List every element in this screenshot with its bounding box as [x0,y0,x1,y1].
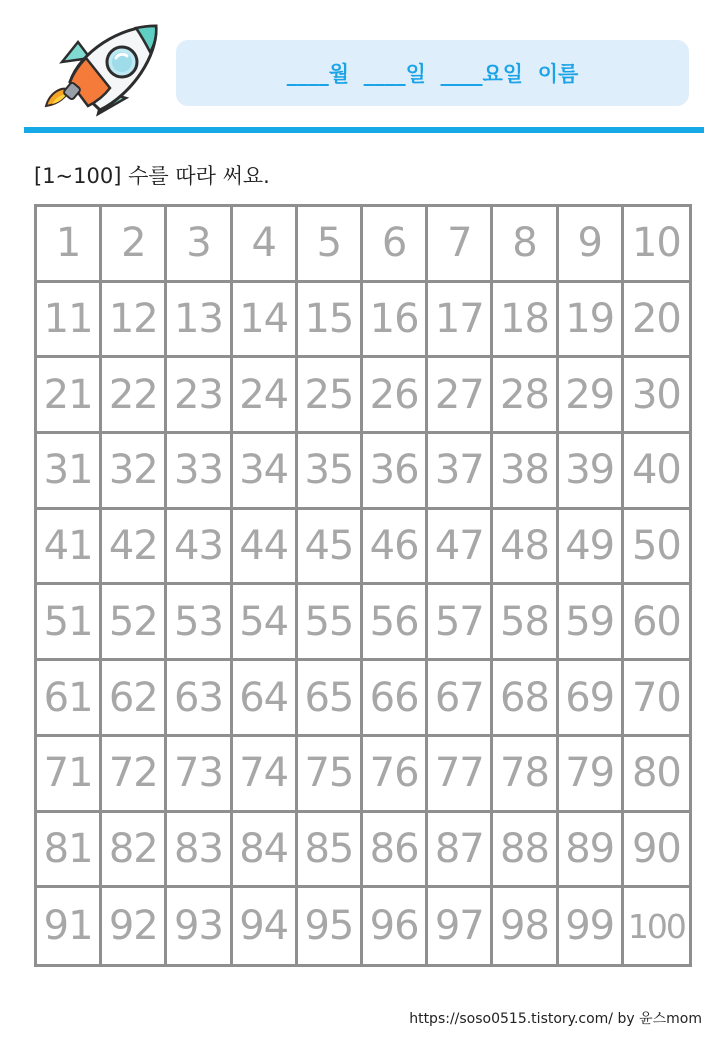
footer-credit: https://soso0515.tistory.com/ by 윤스mom [409,1011,702,1027]
number-cell[interactable]: 36 [363,434,428,510]
number-cell[interactable]: 56 [363,585,428,661]
number-cell[interactable]: 13 [167,283,232,359]
number-cell[interactable]: 93 [167,888,232,964]
number-cell[interactable]: 4 [233,207,298,283]
number-cell[interactable]: 9 [559,207,624,283]
number-cell[interactable]: 49 [559,510,624,586]
number-cell[interactable]: 88 [493,813,558,889]
number-cell[interactable]: 57 [428,585,493,661]
number-cell[interactable]: 21 [37,358,102,434]
number-cell[interactable]: 58 [493,585,558,661]
number-cell[interactable]: 100 [627,906,685,946]
number-cell[interactable]: 29 [559,358,624,434]
number-cell[interactable]: 34 [233,434,298,510]
number-cell[interactable]: 84 [233,813,298,889]
number-cell[interactable]: 51 [37,585,102,661]
number-cell[interactable]: 22 [102,358,167,434]
number-cell[interactable]: 87 [428,813,493,889]
number-cell[interactable]: 86 [363,813,428,889]
number-cell[interactable]: 70 [624,661,689,737]
number-cell[interactable]: 96 [363,888,428,964]
date-name-field-label: ____월 ____일 ____요일 이름 [286,62,579,86]
number-cell[interactable]: 47 [428,510,493,586]
number-cell[interactable]: 25 [298,358,363,434]
number-cell[interactable]: 18 [493,283,558,359]
number-cell[interactable]: 98 [493,888,558,964]
number-cell[interactable]: 52 [102,585,167,661]
date-name-field-box[interactable] [176,40,689,106]
number-cell[interactable]: 63 [167,661,232,737]
number-cell[interactable]: 12 [102,283,167,359]
number-cell[interactable]: 30 [624,358,689,434]
number-cell[interactable]: 89 [559,813,624,889]
number-cell[interactable]: 75 [298,737,363,813]
number-cell[interactable]: 78 [493,737,558,813]
number-cell[interactable]: 43 [167,510,232,586]
rocket-icon [40,22,164,122]
number-cell[interactable]: 59 [559,585,624,661]
number-cell[interactable]: 8 [493,207,558,283]
number-cell[interactable]: 45 [298,510,363,586]
number-cell[interactable]: 19 [559,283,624,359]
number-cell[interactable]: 66 [363,661,428,737]
number-cell[interactable]: 90 [624,813,689,889]
number-cell[interactable]: 91 [37,888,102,964]
number-cell[interactable]: 72 [102,737,167,813]
number-cell[interactable]: 62 [102,661,167,737]
number-cell[interactable]: 3 [167,207,232,283]
number-cell[interactable]: 77 [428,737,493,813]
number-cell[interactable]: 15 [298,283,363,359]
number-cell[interactable]: 10 [624,207,689,283]
number-cell[interactable]: 79 [559,737,624,813]
number-cell[interactable]: 35 [298,434,363,510]
number-grid [34,204,692,967]
number-cell[interactable]: 73 [167,737,232,813]
number-cell[interactable]: 1 [37,207,102,283]
number-cell[interactable]: 7 [428,207,493,283]
number-cell[interactable]: 83 [167,813,232,889]
number-cell[interactable]: 40 [624,434,689,510]
number-cell[interactable]: 99 [559,888,624,964]
number-cell[interactable]: 20 [624,283,689,359]
number-cell[interactable]: 64 [233,661,298,737]
number-cell[interactable]: 80 [624,737,689,813]
number-cell[interactable]: 38 [493,434,558,510]
number-cell[interactable]: 97 [428,888,493,964]
number-cell[interactable]: 16 [363,283,428,359]
number-cell[interactable]: 92 [102,888,167,964]
number-cell[interactable]: 71 [37,737,102,813]
number-cell[interactable]: 69 [559,661,624,737]
number-cell[interactable]: 11 [37,283,102,359]
number-cell[interactable]: 48 [493,510,558,586]
number-cell[interactable]: 81 [37,813,102,889]
number-cell[interactable]: 6 [363,207,428,283]
number-cell[interactable]: 53 [167,585,232,661]
number-cell[interactable]: 24 [233,358,298,434]
number-cell[interactable]: 67 [428,661,493,737]
number-cell[interactable]: 65 [298,661,363,737]
number-cell[interactable]: 55 [298,585,363,661]
number-cell[interactable]: 41 [37,510,102,586]
number-cell[interactable]: 76 [363,737,428,813]
number-cell[interactable]: 27 [428,358,493,434]
number-cell[interactable]: 28 [493,358,558,434]
number-cell[interactable]: 26 [363,358,428,434]
number-cell[interactable]: 31 [37,434,102,510]
number-cell[interactable]: 82 [102,813,167,889]
number-cell[interactable]: 95 [298,888,363,964]
header-divider [24,127,704,133]
number-cell[interactable]: 54 [233,585,298,661]
number-cell[interactable]: 94 [233,888,298,964]
number-cell[interactable]: 32 [102,434,167,510]
number-cell[interactable]: 23 [167,358,232,434]
number-cell[interactable]: 85 [298,813,363,889]
instruction-text: [1~100] 수를 따라 써요. [34,164,270,188]
number-cell[interactable]: 68 [493,661,558,737]
number-cell[interactable]: 61 [37,661,102,737]
number-cell[interactable]: 44 [233,510,298,586]
number-cell[interactable]: 14 [233,283,298,359]
number-cell[interactable]: 5 [298,207,363,283]
number-cell[interactable]: 42 [102,510,167,586]
number-cell[interactable]: 46 [363,510,428,586]
number-cell[interactable]: 2 [102,207,167,283]
number-cell[interactable]: 37 [428,434,493,510]
number-cell[interactable]: 60 [624,585,689,661]
number-cell[interactable]: 74 [233,737,298,813]
number-cell[interactable]: 39 [559,434,624,510]
number-cell[interactable]: 50 [624,510,689,586]
number-cell[interactable]: 33 [167,434,232,510]
number-cell[interactable]: 17 [428,283,493,359]
